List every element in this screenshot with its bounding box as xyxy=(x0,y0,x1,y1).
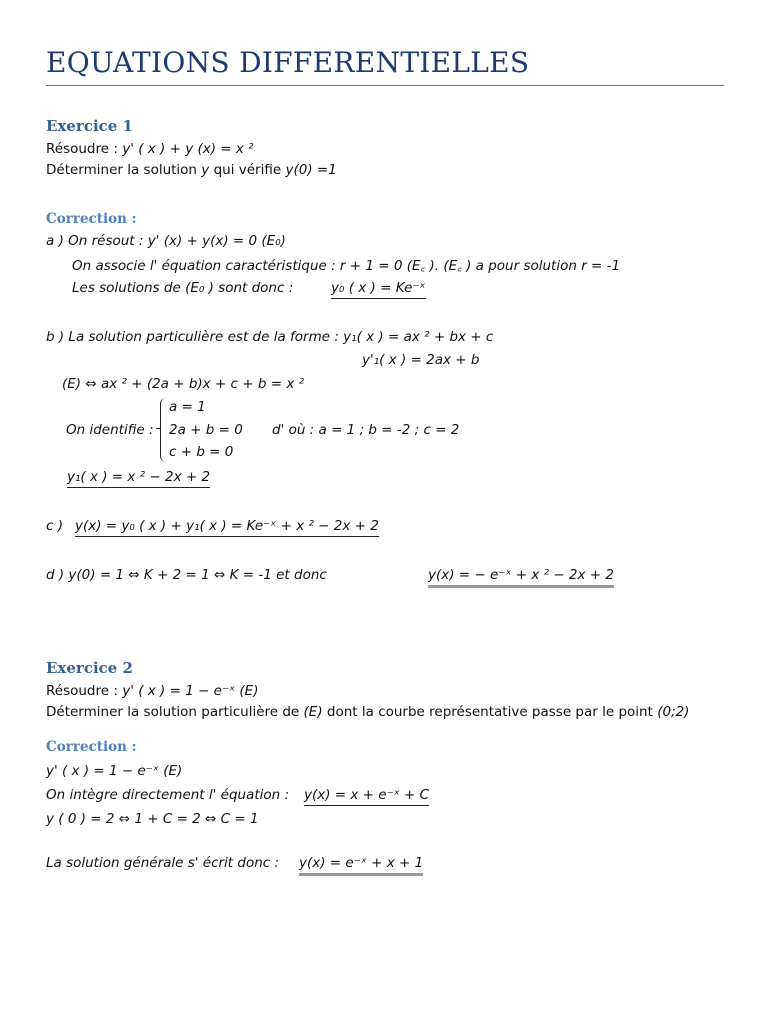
ex1-resoudre-label: Résoudre : xyxy=(46,141,118,157)
ex1-a-solutions-eq: y₀ ( x ) = Ke⁻ˣ xyxy=(331,280,426,299)
ex2-resoudre-label: Résoudre : xyxy=(46,683,118,699)
ex1-correction-heading: Correction : xyxy=(46,211,137,227)
ex2-correction-heading: Correction : xyxy=(46,739,137,755)
ex2-determine-mid: dont la courbe représentative passe par le point xyxy=(326,704,653,720)
ex2-determine-point: (0;2) xyxy=(657,704,690,720)
ex2-line-4-text: La solution générale s' écrit donc : xyxy=(46,855,280,871)
ex2-resoudre-equation: y' ( x ) = 1 − e⁻ˣ (E) xyxy=(122,683,259,699)
title-rule xyxy=(46,85,724,86)
ex1-resoudre-equation: y' ( x ) + y (x) = x ² xyxy=(122,141,254,157)
ex1-b-line: b ) La solution particulière est de la forme : y₁( x ) = ax ² + bx + c xyxy=(46,329,494,345)
ex2-line-4-equation: y(x) = e⁻ˣ + x + 1 xyxy=(299,855,423,876)
ex2-determine-var: (E) xyxy=(303,704,323,720)
ex1-c-equation: y(x) = y₀ ( x ) + y₁( x ) = Ke⁻ˣ + x ² − 2x + 2 xyxy=(75,518,379,537)
ex1-b-derivative: y'₁( x ) = 2ax + b xyxy=(362,352,480,368)
ex1-b-identifie: On identifie : xyxy=(66,422,154,438)
exercise-2-heading: Exercice 2 xyxy=(46,659,133,677)
ex1-determine-condition: y(0) =1 xyxy=(285,162,337,178)
ex1-a-line: a ) On résout : y' (x) + y(x) = 0 (E₀) xyxy=(46,233,286,249)
ex2-resoudre-line xyxy=(46,683,258,699)
ex1-b-system-3: c + b = 0 xyxy=(169,444,234,460)
ex1-b-result: y₁( x ) = x ² − 2x + 2 xyxy=(67,469,210,488)
ex2-determine-line xyxy=(46,704,689,720)
ex1-determine-pre: Déterminer la solution xyxy=(46,162,197,178)
ex2-line-1: y' ( x ) = 1 − e⁻ˣ (E) xyxy=(46,763,183,779)
ex1-d-result: y(x) = − e⁻ˣ + x ² − 2x + 2 xyxy=(428,567,614,588)
ex2-line-2-text: On intègre directement l' équation : xyxy=(46,787,290,803)
ex2-line-2-equation: y(x) = x + e⁻ˣ + C xyxy=(304,787,429,806)
ex1-determine-line xyxy=(46,162,337,178)
ex2-determine-pre: Déterminer la solution particulière de xyxy=(46,704,300,720)
exercise-1-heading: Exercice 1 xyxy=(46,117,133,135)
ex1-a-associate: On associe l' équation caractéristique : r + 1 = 0 (E꜀ ). (E꜀ ) a pour solution r = -1 xyxy=(72,258,621,274)
ex1-b-dou: d' où : a = 1 ; b = -2 ; c = 2 xyxy=(272,422,460,438)
ex1-resoudre-line xyxy=(46,141,254,157)
ex1-determine-var: y xyxy=(201,162,210,178)
ex1-b-equivalence: (E) ⇔ ax ² + (2a + b)x + c + b = x ² xyxy=(62,376,305,392)
ex1-d-text: d ) y(0) = 1 ⇔ K + 2 = 1 ⇔ K = -1 et donc xyxy=(46,567,327,583)
ex1-a-solutions-text: Les solutions de (E₀ ) sont donc : xyxy=(72,280,294,296)
ex2-line-3: y ( 0 ) = 2 ⇔ 1 + C = 2 ⇔ C = 1 xyxy=(46,811,259,827)
ex1-c-label: c ) xyxy=(46,518,63,534)
ex1-determine-mid: qui vérifie xyxy=(213,162,282,178)
ex1-b-system-2: 2a + b = 0 xyxy=(169,422,243,438)
system-brace xyxy=(160,398,167,462)
ex1-b-system-1: a = 1 xyxy=(169,399,206,415)
page-title: EQUATIONS DIFFERENTIELLES xyxy=(46,46,530,79)
system-brace-tip xyxy=(156,428,161,429)
